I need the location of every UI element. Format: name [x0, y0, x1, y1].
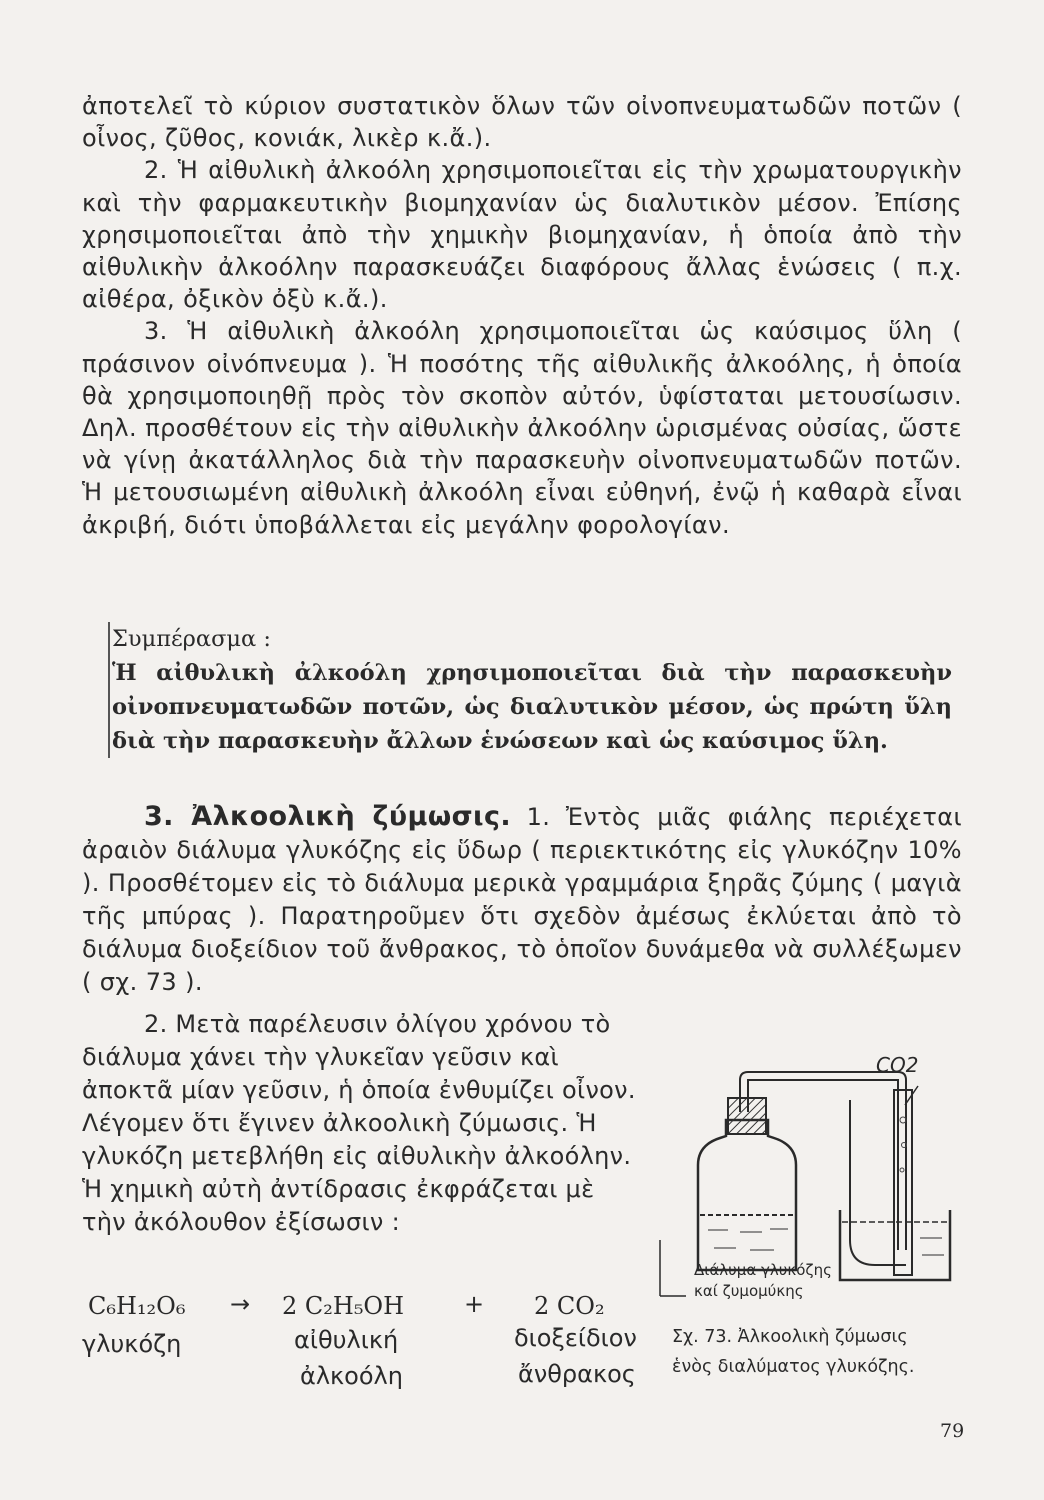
fermentation-apparatus-figure — [650, 1050, 980, 1290]
eq-label-product1-2: ἀλκοόλη — [300, 1362, 403, 1390]
bottle-liquid-lines — [708, 1229, 788, 1250]
eq-label-product2-2: ἄνθρακος — [518, 1360, 636, 1388]
conclusion-heading: Συμπέρασμα : — [112, 626, 271, 652]
section-3 — [82, 800, 962, 999]
figure-caption — [672, 1322, 972, 1382]
paragraph-3: 3. Ἡ αἰθυλικὴ ἀλκοόλη χρησιμοποιεῖται ὡς καύσιμος ὕλη ( πράσινον οἰνόπνευμα ). Ἡ ποσότης τῆς αἰθυλικῆς ἀλκοόλης, ἡ ὁποία θὰ χρησιμοποιηθῇ πρὸς τὸν σκοπὸν αὐτόν, ὑφίσταται μετουσίωσιν. Δηλ. προσθέτουν εἰς τὴν αἰθυλικὴν ἀλκοόλην ὡρισμένας οὐσίας, ὥστε νὰ γίνῃ ἀκατάλληλος διὰ τὴν παρασκευὴν οἰνοπνευματωδῶν ποτῶν. Ἡ μετουσιωμένη αἰθυλικὴ ἀλκοόλη εἶναι εὐθηνή, ἐνῷ ἡ καθαρὰ εἶναι ἀκριβή, διότι ὑποβάλλεται εἰς μεγάλην φορολογίαν. — [82, 317, 962, 539]
caption-line-1: Σχ. 73. Ἀλκοολικὴ ζύμωσις — [672, 1327, 908, 1347]
gas-collector-icon — [894, 1090, 912, 1275]
page-number: 79 — [940, 1420, 965, 1442]
eq-reactant: C₆H₁₂O₆ — [88, 1292, 186, 1320]
delivery-tube-inner — [748, 1080, 898, 1250]
eq-label-product1-1: αἰθυλική — [294, 1326, 399, 1354]
chemical-equation — [82, 1290, 682, 1400]
eq-product2: 2 CO₂ — [534, 1292, 605, 1320]
section-3-paragraph-2: 2. Μετὰ παρέλευσιν ὀλίγου χρόνου τὸ διάλυμα χάνει τὴν γλυκεῖαν γεῦσιν καὶ ἀποκτᾶ μίαν γεῦσιν, ἡ ὁποία ἐνθυμίζει οἶνον. Λέγομεν ὅτι ἔγινεν ἀλκοολικὴ ζύμωσις. Ἡ γλυκόζη μετεβλήθη εἰς αἰθυλικὴν ἀλκοόλην. Ἡ χημικὴ αὐτὴ ἀντίδρασις ἐκφράζεται μὲ τὴν ἀκόλουθον ἐξίσωσιν : — [82, 1010, 636, 1236]
solution-label-line-1: Διάλυμα γλυκόζης — [694, 1261, 832, 1279]
section-3-paragraph-1 — [82, 800, 962, 999]
conclusion-text: Ἡ αἰθυλικὴ ἀλκοόλη χρησιμοποιεῖται διὰ τὴν παρασκευὴν οἰνοπνευματωδῶν ποτῶν, ὡς διαλυτικὸν μέσον, ὡς πρώτη ὕλη διὰ τὴν παρασκευὴν ἄλλων ἑνώσεων καὶ ὡς καύσιμος ὕλη. — [112, 660, 952, 754]
solution-label-line-2: καί ζυμομύκης — [694, 1282, 804, 1300]
gas-label: CO2 — [876, 1053, 919, 1077]
intro-paragraph: ἀποτελεῖ τὸ κύριον συστατικὸν ὅλων τῶν οἰνοπνευματωδῶν ποτῶν ( οἶνος, ζῦθος, κονιάκ, λικὲρ κ.ἄ.). — [82, 92, 962, 153]
section-3-column — [82, 1008, 642, 1239]
eq-arrow: → — [230, 1290, 251, 1318]
caption-line-2: ἑνὸς διαλύματος γλυκόζης. — [672, 1357, 915, 1377]
conclusion-box — [108, 622, 952, 758]
text-block-top — [82, 90, 962, 541]
paragraph-2: 2. Ἡ αἰθυλικὴ ἀλκοόλη χρησιμοποιεῖται εἰς τὴν χρωματουργικὴν καὶ τὴν φαρμακευτικὴν βιομηχανίαν ὡς διαλυτικὸν μέσον. Ἐπίσης χρησιμοποιεῖται ἀπὸ τὴν χημικὴν βιομηχανίαν, ἡ ὁποία ἀπὸ τὴν αἰθυλικὴν ἀλκοόλην παρασκευάζει διαφόρους ἄλλας ἑνώσεις ( π.χ. αἰθέρα, ὀξικὸν ὀξὺ κ.ἄ.). — [82, 156, 962, 314]
section-3-p1-text: 1. Ἐντὸς μιᾶς φιάλης περιέχεται ἀραιὸν διάλυμα γλυκόζης εἰς ὕδωρ ( περιεκτικότης εἰς γλυκόζην 10% ). Προσθέτομεν εἰς τὸ διάλυμα μερικὰ γραμμάρια ξηρᾶς ζύμης ( μαγιὰ τῆς μπύρας ). Παρατηροῦμεν ὅτι σχεδὸν ἀμέσως ἐκλύεται ἀπὸ τὸ διάλυμα διοξείδιον τοῦ ἄνθρακος, τὸ ὁποῖον δυνάμεθα νὰ συλλέξωμεν ( σχ. 73 ). — [82, 803, 962, 996]
solution-label-bracket — [650, 1240, 690, 1300]
section-3-title: 3. Ἀλκοολικὴ ζύμωσις. — [144, 801, 512, 832]
eq-label-product2-1: διοξείδιον — [514, 1324, 637, 1352]
eq-product1: 2 C₂H₅OH — [282, 1292, 405, 1320]
eq-plus: + — [464, 1290, 485, 1318]
trough-water-lines — [920, 1238, 944, 1255]
bottle-icon — [698, 1120, 796, 1270]
solution-label — [694, 1260, 832, 1302]
eq-label-reactant: γλυκόζη — [82, 1330, 182, 1358]
